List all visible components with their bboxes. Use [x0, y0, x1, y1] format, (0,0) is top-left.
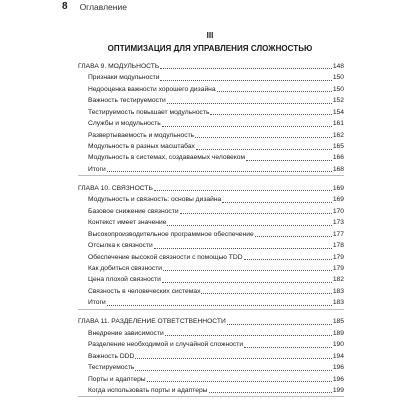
entry-page: 182 [332, 276, 344, 284]
table-of-contents [78, 61, 344, 397]
entry-page: 183 [332, 299, 344, 307]
chapter-title: ГЛАВА 11. РАЗДЕЛЕНИЕ ОТВЕТСТВЕННОСТИ [78, 318, 226, 326]
toc-entry[interactable] [78, 240, 344, 251]
entry-title: Службы и модульность [88, 120, 161, 128]
entry-page: 162 [332, 131, 344, 139]
entry-page: 150 [332, 85, 344, 93]
dot-leader [195, 137, 332, 138]
entry-title: Модульность и связность: основы дизайна [88, 196, 222, 204]
dot-leader [154, 248, 332, 249]
chapter-page: 185 [332, 318, 344, 326]
toc-entry[interactable] [78, 206, 344, 217]
dot-leader [160, 68, 332, 69]
entry-title: Итоги [88, 299, 106, 307]
entry-page: 179 [332, 253, 344, 261]
dot-leader [227, 324, 332, 325]
running-title: Оглавление [79, 1, 127, 12]
entry-page: 170 [332, 207, 344, 215]
entry-title: Тестируемость повышает модульность [88, 108, 210, 116]
entry-title: Важность DDD [88, 352, 135, 360]
entry-page: 154 [332, 108, 344, 116]
dot-leader [222, 202, 332, 203]
chapter-block [78, 183, 344, 310]
toc-entry[interactable] [78, 72, 344, 83]
entry-page: 196 [332, 364, 344, 372]
dot-leader [167, 103, 332, 104]
entry-title: Отсылка к связности [88, 242, 153, 250]
entry-page: 152 [332, 97, 344, 105]
chapter-page: 148 [332, 62, 344, 70]
entry-page: 196 [332, 375, 344, 383]
entry-title: Цена плохой связности [88, 276, 161, 284]
chapter-block [78, 61, 344, 176]
entry-page: 161 [332, 120, 344, 128]
dot-leader [209, 392, 332, 393]
entry-title: Базовое снижение связности [88, 207, 179, 215]
dot-leader [246, 160, 332, 161]
dot-leader [162, 126, 332, 127]
entry-title: Как добиться связности [88, 265, 163, 273]
entry-page: 177 [332, 230, 344, 238]
dot-leader [154, 190, 332, 191]
entry-page: 179 [332, 265, 344, 273]
dot-leader [255, 236, 332, 237]
toc-entry[interactable] [78, 95, 344, 106]
toc-entry[interactable] [78, 84, 344, 95]
toc-entry[interactable] [78, 229, 344, 240]
dot-leader [107, 171, 332, 172]
toc-entry[interactable] [78, 141, 344, 152]
dot-leader [244, 259, 332, 260]
chapter-block [78, 316, 344, 397]
entry-page: 199 [332, 386, 344, 394]
dot-leader [244, 347, 332, 348]
toc-entry[interactable] [78, 286, 344, 297]
toc-entry[interactable] [78, 130, 344, 141]
part-title: ОПТИМИЗАЦИЯ ДЛЯ УПРАВЛЕНИЯ СЛОЖНОСТЬЮ [107, 44, 313, 53]
entry-page: 194 [332, 352, 344, 360]
running-head [62, 0, 127, 13]
entry-page: 165 [332, 143, 344, 151]
toc-entry[interactable] [78, 274, 344, 285]
dot-leader [162, 282, 332, 283]
entry-page: 190 [332, 341, 344, 349]
part-number: III [206, 31, 214, 40]
dot-leader [201, 293, 331, 294]
toc-entry[interactable] [78, 164, 344, 175]
entry-title: Модульность в системах, создаваемых человеком [88, 154, 246, 162]
entry-page: 173 [332, 219, 344, 227]
entry-page: 189 [332, 329, 344, 337]
chapter-title: ГЛАВА 9. МОДУЛЬНОСТЬ [78, 62, 160, 70]
toc-entry[interactable] [78, 252, 344, 263]
entry-title: Модульность в разных масштабах [88, 143, 195, 151]
entry-title: Контекст имеет значение [88, 219, 167, 227]
toc-entry[interactable] [78, 328, 344, 339]
entry-title: Итоги [88, 165, 106, 173]
entry-title: Недооценка важности хорошего дизайна [88, 85, 216, 93]
dot-leader [196, 149, 332, 150]
entry-page: 150 [332, 74, 344, 82]
dot-leader [167, 225, 331, 226]
toc-entry[interactable] [78, 118, 344, 129]
entry-title: Порты и адаптеры [88, 375, 146, 383]
toc-entry[interactable] [78, 107, 344, 118]
entry-page: 183 [332, 287, 344, 295]
entry-title: Внедрение зависимости [88, 329, 164, 337]
dot-leader [147, 381, 332, 382]
chapter-heading[interactable] [78, 316, 344, 327]
entry-title: Когда использовать порты и адаптеры [88, 386, 208, 394]
entry-title: Тестируемость [88, 364, 135, 372]
entry-title: Связность в человеческих системах [88, 287, 201, 295]
dot-leader [135, 358, 332, 359]
entry-page: 168 [332, 165, 344, 173]
chapter-heading[interactable] [78, 183, 344, 194]
dot-leader [135, 370, 331, 371]
toc-entry[interactable] [78, 339, 344, 350]
toc-entry[interactable] [78, 297, 344, 308]
toc-entry[interactable] [78, 217, 344, 228]
entry-title: Развертываемость и модульность [88, 131, 195, 139]
entry-title: Обеспечение высокой связности с помощью TDD [88, 253, 243, 261]
toc-entry[interactable] [78, 263, 344, 274]
entry-page: 166 [332, 154, 344, 162]
dot-leader [217, 91, 332, 92]
chapter-title: ГЛАВА 10. СВЯЗНОСТЬ [78, 184, 153, 192]
dot-leader [107, 305, 332, 306]
dot-leader [210, 114, 331, 115]
dot-leader [160, 80, 331, 81]
toc-entry[interactable] [78, 194, 344, 205]
entry-title: Важность тестируемости [88, 97, 166, 105]
toc-entry[interactable] [78, 385, 344, 396]
dot-leader [165, 335, 332, 336]
toc-entry[interactable] [78, 362, 344, 373]
entry-title: Разделение необходимой и случайной сложности [88, 341, 244, 349]
dot-leader [163, 270, 332, 271]
chapter-heading[interactable] [78, 61, 344, 72]
chapter-page: 169 [332, 184, 344, 192]
toc-entry[interactable] [78, 153, 344, 164]
entry-page: 169 [332, 196, 344, 204]
entry-title: Признаки модульности [88, 74, 160, 82]
dot-leader [180, 213, 332, 214]
toc-entry[interactable] [78, 374, 344, 385]
page-number: 8 [62, 1, 68, 12]
entry-title: Высокопроизводительное программное обеспечение [88, 230, 254, 238]
toc-entry[interactable] [78, 351, 344, 362]
entry-page: 178 [332, 242, 344, 250]
